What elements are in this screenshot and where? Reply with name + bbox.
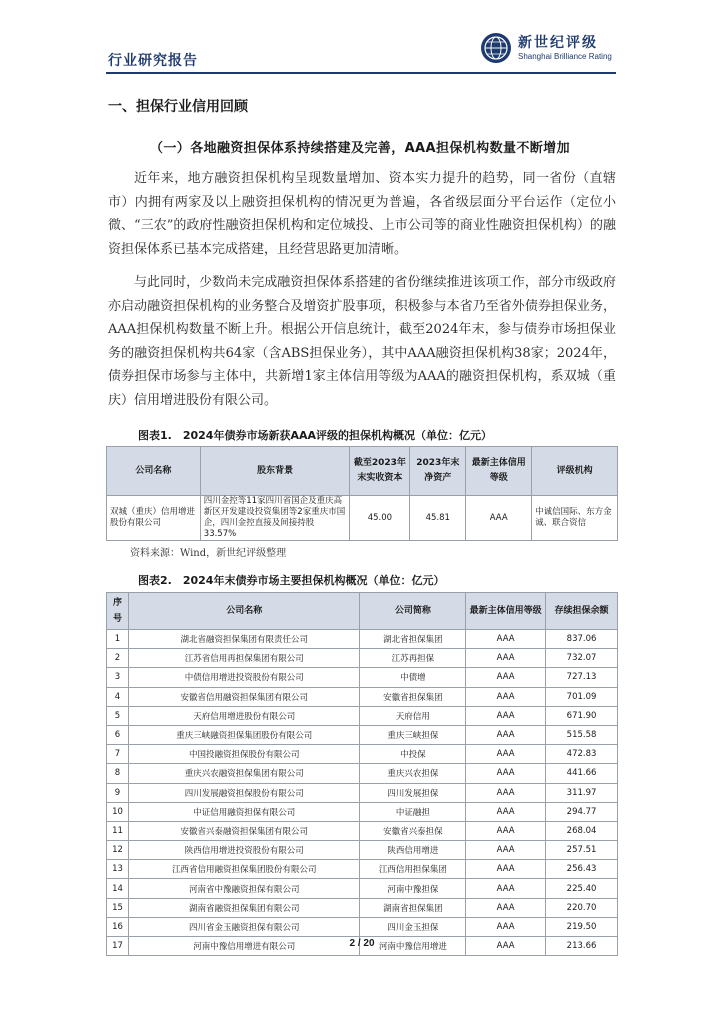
new-aaa-guarantor-table	[106, 446, 618, 541]
major-guarantor-table	[106, 592, 618, 956]
guarantee-balance-cell: 268.04	[546, 821, 618, 840]
short-name-cell: 江西信用担保集团	[360, 860, 466, 879]
short-name-cell: 河南中豫信用增进	[360, 937, 466, 956]
column-header: 公司简称	[360, 593, 466, 630]
company-name-cell: 重庆三峡融资担保集团股份有限公司	[128, 725, 359, 744]
paragraph: 近年来，地方融资担保机构呈现数量增加、资本实力提升的趋势，同一省份（直辖市）内拥有两家及以上融资担保机构的情况更为普遍，各省级层面分平台运作（定位小微、“三农”的政府性融资担保机构和定位城投、上市公司等的商业性融资担保机构）的融资担保体系已基本完成搭建，且经营思路更加清晰。	[108, 171, 616, 257]
table-row	[107, 821, 618, 840]
row-number-cell: 2	[107, 649, 129, 668]
short-name-cell: 重庆兴农担保	[360, 764, 466, 783]
row-number-cell: 9	[107, 783, 129, 802]
guarantee-balance-cell: 257.51	[546, 841, 618, 860]
short-name-cell: 湖北省担保集团	[360, 630, 466, 649]
rating-cell: AAA	[466, 496, 532, 541]
table-row	[107, 649, 618, 668]
short-name-cell: 天府信用	[360, 706, 466, 725]
company-name-cell: 中证信用融资担保有限公司	[128, 802, 359, 821]
rating-cell: AAA	[466, 860, 546, 879]
row-number-cell: 15	[107, 898, 129, 917]
column-header: 评级机构	[532, 447, 618, 496]
table-header-row	[107, 593, 618, 630]
guarantee-balance-cell: 837.06	[546, 630, 618, 649]
short-name-cell: 中债增	[360, 668, 466, 687]
table-row	[107, 630, 618, 649]
guarantee-balance-cell: 219.50	[546, 917, 618, 936]
rating-cell: AAA	[466, 687, 546, 706]
short-name-cell: 安徽省担保集团	[360, 687, 466, 706]
table-row	[107, 668, 618, 687]
table-row	[107, 841, 618, 860]
company-name-cell: 双城（重庆）信用增进股份有限公司	[107, 496, 201, 541]
shareholder-cell: 四川金控等11家四川省国企及重庆高新区开发建设投资集团等2家重庆市国企，四川金控直接及间接持股33.57%	[200, 496, 350, 541]
company-name-cell: 湖南省融资担保集团有限公司	[128, 898, 359, 917]
column-header: 公司名称	[128, 593, 359, 630]
logo-english-name: Shanghai Brilliance Rating	[518, 52, 612, 61]
company-name-cell: 湖北省融资担保集团有限责任公司	[128, 630, 359, 649]
row-number-cell: 16	[107, 917, 129, 936]
guarantee-balance-cell: 472.83	[546, 745, 618, 764]
company-name-cell: 天府信用增进股份有限公司	[128, 706, 359, 725]
table-row	[107, 802, 618, 821]
company-name-cell: 安徽省信用融资担保集团有限公司	[128, 687, 359, 706]
column-header: 最新主体信用等级	[466, 593, 546, 630]
rating-cell: AAA	[466, 841, 546, 860]
row-number-cell: 7	[107, 745, 129, 764]
short-name-cell: 河南中豫担保	[360, 879, 466, 898]
company-logo	[480, 30, 620, 68]
short-name-cell: 中证融担	[360, 802, 466, 821]
rating-cell: AAA	[466, 821, 546, 840]
rating-cell: AAA	[466, 630, 546, 649]
guarantee-balance-cell: 515.58	[546, 725, 618, 744]
row-number-cell: 1	[107, 630, 129, 649]
rating-cell: AAA	[466, 783, 546, 802]
company-name-cell: 四川省金玉融资担保有限公司	[128, 917, 359, 936]
section-title: 一、担保行业信用回顾	[108, 99, 248, 115]
short-name-cell: 四川金玉担保	[360, 917, 466, 936]
rating-cell: AAA	[466, 745, 546, 764]
short-name-cell: 陕西信用增进	[360, 841, 466, 860]
row-number-cell: 14	[107, 879, 129, 898]
row-number-cell: 3	[107, 668, 129, 687]
company-name-cell: 中国投融资担保股份有限公司	[128, 745, 359, 764]
column-header: 最新主体信用等级	[466, 447, 532, 496]
table2-caption: 图表2. 2024年末债券市场主要担保机构概况（单位：亿元）	[138, 574, 445, 587]
row-number-cell: 8	[107, 764, 129, 783]
short-name-cell: 四川发展担保	[360, 783, 466, 802]
company-name-cell: 江西省信用融资担保集团股份有限公司	[128, 860, 359, 879]
column-header: 存续担保余额	[546, 593, 618, 630]
rating-cell: AAA	[466, 668, 546, 687]
rating-cell: AAA	[466, 706, 546, 725]
guarantee-balance-cell: 225.40	[546, 879, 618, 898]
table1-caption: 图表1. 2024年债券市场新获AAA评级的担保机构概况（单位：亿元）	[138, 429, 492, 442]
rating-cell: AAA	[466, 879, 546, 898]
company-name-cell: 河南中豫信用增进有限公司	[128, 937, 359, 956]
company-name-cell: 安徽省兴泰融资担保集团有限公司	[128, 821, 359, 840]
table-row	[107, 687, 618, 706]
company-name-cell: 重庆兴农融资担保集团有限公司	[128, 764, 359, 783]
row-number-cell: 5	[107, 706, 129, 725]
table-header-row	[107, 447, 618, 496]
rating-cell: AAA	[466, 649, 546, 668]
company-name-cell: 中债信用增进投资股份有限公司	[128, 668, 359, 687]
table-row	[107, 879, 618, 898]
rating-cell: AAA	[466, 725, 546, 744]
guarantee-balance-cell: 213.66	[546, 937, 618, 956]
rating-cell: AAA	[466, 764, 546, 783]
table-row	[107, 783, 618, 802]
short-name-cell: 安徽省兴泰担保	[360, 821, 466, 840]
net-assets-cell: 45.81	[410, 496, 466, 541]
guarantee-balance-cell: 220.70	[546, 898, 618, 917]
guarantee-balance-cell: 441.66	[546, 764, 618, 783]
short-name-cell: 重庆三峡担保	[360, 725, 466, 744]
rating-cell: AAA	[466, 917, 546, 936]
table-row	[107, 898, 618, 917]
company-name-cell: 河南省中豫融资担保有限公司	[128, 879, 359, 898]
table-row	[107, 860, 618, 879]
short-name-cell: 中投保	[360, 745, 466, 764]
column-header: 截至2023年末实收资本	[350, 447, 410, 496]
column-header: 2023年末净资产	[410, 447, 466, 496]
header-divider	[106, 72, 616, 74]
table-row	[107, 496, 618, 541]
row-number-cell: 13	[107, 860, 129, 879]
table-row	[107, 764, 618, 783]
guarantee-balance-cell: 256.43	[546, 860, 618, 879]
rating-agency-cell: 中诚信国际、东方金诚、联合资信	[532, 496, 618, 541]
table-row	[107, 917, 618, 936]
header-title: 行业研究报告	[108, 53, 198, 69]
column-header: 序号	[107, 593, 129, 630]
guarantee-balance-cell: 671.90	[546, 706, 618, 725]
guarantee-balance-cell: 701.09	[546, 687, 618, 706]
short-name-cell: 湖南省担保集团	[360, 898, 466, 917]
globe-logo-icon	[480, 32, 512, 64]
guarantee-balance-cell: 311.97	[546, 783, 618, 802]
row-number-cell: 11	[107, 821, 129, 840]
page-number: 2 / 20	[349, 938, 375, 949]
row-number-cell: 6	[107, 725, 129, 744]
data-source-note: 资料来源：Wind，新世纪评级整理	[130, 548, 287, 559]
table-row	[107, 725, 618, 744]
short-name-cell: 江苏再担保	[360, 649, 466, 668]
rating-cell: AAA	[466, 898, 546, 917]
paragraph: 与此同时，少数尚未完成融资担保体系搭建的省份继续推进该项工作，部分市级政府亦启动融资担保机构的业务整合及增资扩股事项，积极参与本省乃至省外债券担保业务，AAA担保机构数量不断上升。根据公开信息统计，截至2024年末，参与债券市场担保业务的融资担保机构共64家（含ABS担保业务），其中AAA融资担保机构38家；2024年，债券担保市场参与主体中，共新增1家主体信用等级为AAA的融资担保机构，系双城（重庆）信用增进股份有限公司。	[108, 275, 616, 408]
subsection-title: （一）各地融资担保体系持续搭建及完善，AAA担保机构数量不断增加	[150, 141, 570, 156]
row-number-cell: 12	[107, 841, 129, 860]
company-name-cell: 四川发展融资担保股份有限公司	[128, 783, 359, 802]
table-row	[107, 745, 618, 764]
row-number-cell: 10	[107, 802, 129, 821]
column-header: 公司名称	[107, 447, 201, 496]
column-header: 股东背景	[200, 447, 350, 496]
row-number-cell: 17	[107, 937, 129, 956]
logo-chinese-name: 新世纪评级	[518, 35, 598, 51]
rating-cell: AAA	[466, 937, 546, 956]
rating-cell: AAA	[466, 802, 546, 821]
row-number-cell: 4	[107, 687, 129, 706]
company-name-cell: 江苏省信用再担保集团有限公司	[128, 649, 359, 668]
paid-capital-cell: 45.00	[350, 496, 410, 541]
guarantee-balance-cell: 727.13	[546, 668, 618, 687]
table-row	[107, 706, 618, 725]
guarantee-balance-cell: 294.77	[546, 802, 618, 821]
company-name-cell: 陕西信用增进投资股份有限公司	[128, 841, 359, 860]
guarantee-balance-cell: 732.07	[546, 649, 618, 668]
